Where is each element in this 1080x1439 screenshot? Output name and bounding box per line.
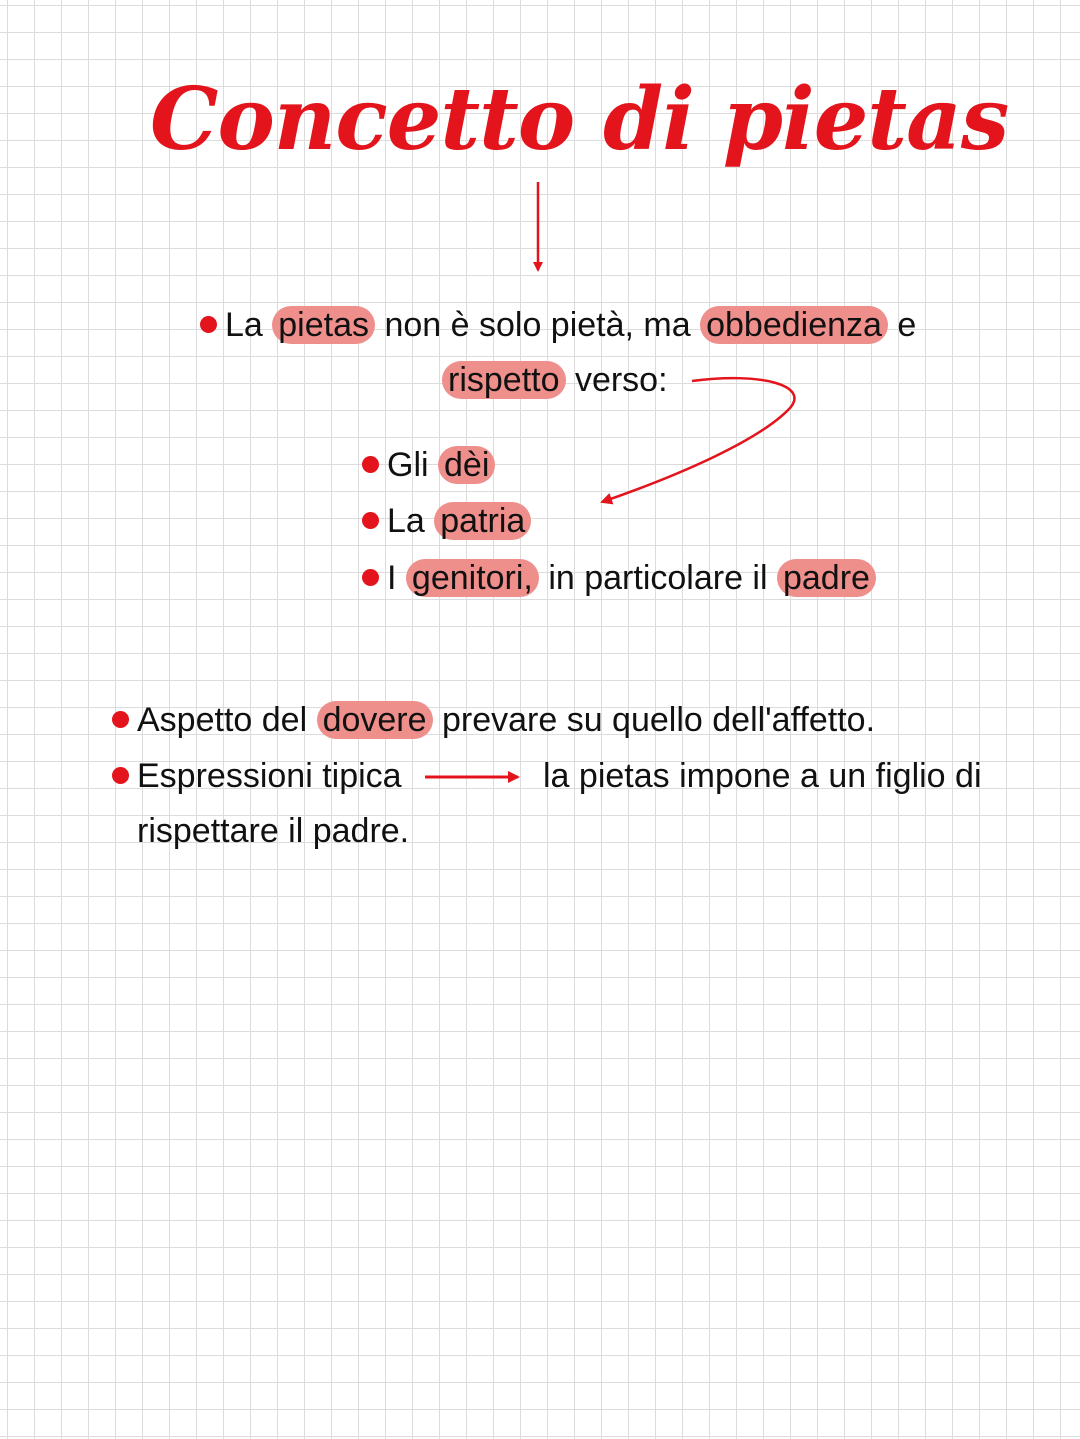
highlight-obbedienza: obbedienza bbox=[700, 306, 888, 344]
highlight-padre: padre bbox=[777, 559, 876, 597]
highlight-pietas: pietas bbox=[272, 306, 375, 344]
page-title: Concetto di pietas bbox=[150, 69, 1009, 170]
bullet-dot bbox=[362, 456, 379, 473]
paragraph-dovere bbox=[112, 695, 875, 745]
paragraph-text: rispettare il padre. bbox=[137, 812, 410, 850]
highlight-dovere: dovere bbox=[317, 701, 433, 739]
list-item bbox=[362, 496, 531, 546]
highlight-patria: patria bbox=[434, 502, 531, 540]
bullet-dot bbox=[200, 316, 217, 333]
highlight-dei: dèi bbox=[438, 446, 495, 484]
paragraph-text: la pietas impone a un figlio di bbox=[543, 757, 982, 795]
intro-text-1: La bbox=[225, 306, 273, 344]
list-item-text: La bbox=[387, 502, 435, 540]
intro-line-1 bbox=[200, 300, 916, 350]
list-item-text: Gli bbox=[387, 446, 438, 484]
intro-line-2 bbox=[442, 355, 668, 405]
highlight-rispetto: rispetto bbox=[442, 361, 566, 399]
bullet-dot bbox=[362, 569, 379, 586]
paragraph-text: Aspetto del bbox=[137, 701, 317, 739]
bullet-dot bbox=[362, 512, 379, 529]
intro-text-3: e bbox=[887, 306, 917, 344]
paragraph-text: Espressioni tipica bbox=[137, 757, 402, 795]
list-item bbox=[362, 553, 876, 603]
bullet-dot bbox=[112, 711, 129, 728]
list-item bbox=[362, 440, 495, 490]
paragraph-continuation bbox=[137, 806, 409, 856]
bullet-dot bbox=[112, 767, 129, 784]
highlight-genitori: genitori, bbox=[406, 559, 539, 597]
list-item-text: in particolare il bbox=[538, 559, 777, 597]
paragraph-text: prevare su quello dell'affetto. bbox=[432, 701, 876, 739]
list-item-text: I bbox=[387, 559, 406, 597]
intro2-text: verso: bbox=[565, 361, 668, 399]
intro-text-2: non è solo pietà, ma bbox=[375, 306, 701, 344]
paragraph-espressioni bbox=[112, 751, 402, 801]
paragraph-espressioni-right bbox=[543, 751, 982, 801]
